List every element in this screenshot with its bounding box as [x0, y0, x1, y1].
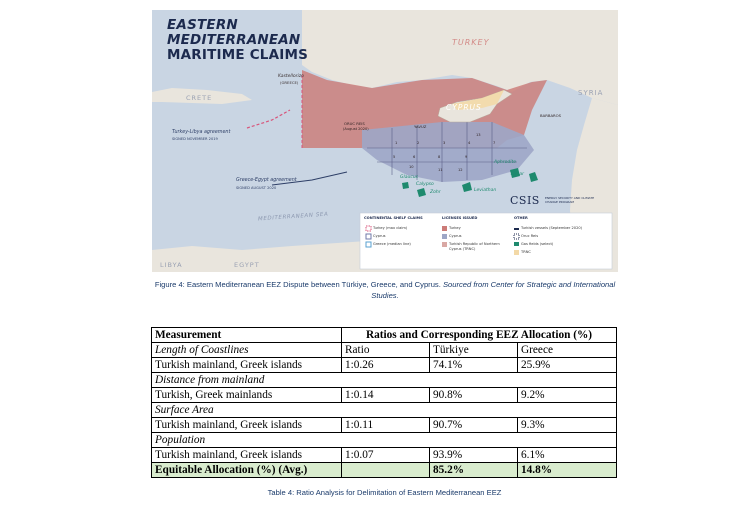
- label-barbaros: BARBAROS: [540, 113, 562, 118]
- ratio-cell: 1:0.11: [342, 418, 430, 433]
- label-calypso: Calypso: [416, 182, 434, 187]
- csis-logo-sub: ENERGY SECURITY AND CLIMATE CHANGE PROGRAM: [545, 196, 595, 204]
- subheader-ratio: Ratio: [342, 343, 430, 358]
- table-row: [152, 433, 617, 448]
- greece-cell: 25.9%: [518, 358, 617, 373]
- block-number: 7: [493, 141, 496, 145]
- ratio-cell: 1:0.14: [342, 388, 430, 403]
- label-oruc-sub: (August 2020): [343, 127, 369, 131]
- ratio-analysis-table: [151, 327, 617, 478]
- table-caption: Table 4: Ratio Analysis for Delimitation of Eastern Mediterranean EEZ: [267, 488, 502, 497]
- legend-col3-item: Oruc Reis: [521, 234, 539, 238]
- legend-col3-title: OTHER: [514, 216, 528, 220]
- turkiye-cell: 90.7%: [430, 418, 518, 433]
- map-title-line-3: MARITIME CLAIMS: [167, 47, 309, 63]
- ratio-cell: 1:0.07: [342, 448, 430, 463]
- legend-col2-item: Cyprus: [449, 234, 462, 238]
- label-kastellorizo-sub: (GREECE): [280, 80, 299, 85]
- label-yavuz: YAVUZ: [414, 124, 427, 129]
- table-row: [152, 448, 617, 463]
- measurement-label: Turkish mainland, Greek islands: [152, 418, 342, 433]
- block-number: 6: [413, 155, 416, 159]
- greece-cell: 9.3%: [518, 418, 617, 433]
- block-number: 11: [438, 168, 443, 172]
- legend-col3-item: Gas fields (select): [521, 242, 554, 246]
- table-header-row: [152, 328, 617, 343]
- legend-col3-item: Turkish vessels (September 2020): [521, 226, 583, 230]
- label-libya: LIBYA: [160, 261, 183, 269]
- header-group: Ratios and Corresponding EEZ Allocation (%): [342, 328, 617, 343]
- subheader-greece: Greece: [518, 343, 617, 358]
- summary-greece: 14.8%: [518, 463, 617, 478]
- map-title-line-1: EASTERN: [167, 17, 238, 33]
- block-number: 4: [468, 141, 471, 145]
- header-measurement: Measurement: [152, 328, 342, 343]
- figure-caption: [152, 279, 618, 301]
- table-row: [152, 418, 617, 433]
- table-row: [152, 403, 617, 418]
- category-cell: Surface Area: [152, 403, 617, 418]
- block-number: 2: [417, 141, 420, 145]
- legend-col1-item: Greece (median line): [373, 242, 411, 246]
- figure-caption-source: Sourced from Center for Strategic and International Studies.: [371, 280, 616, 300]
- label-crete: CRETE: [186, 94, 213, 102]
- legend-col3-item: TRNC: [521, 250, 531, 254]
- turkiye-cell: 90.8%: [430, 388, 518, 403]
- greece-cell: 9.2%: [518, 388, 617, 403]
- block-number: 8: [438, 155, 441, 159]
- label-oruc: ORUC REIS: [344, 121, 365, 126]
- measurement-label: Turkish mainland, Greek islands: [152, 358, 342, 373]
- label-tl-signed: SIGNED NOVEMBER 2019: [172, 137, 218, 141]
- measurement-label: Turkish, Greek mainlands: [152, 388, 342, 403]
- ratio-cell: 1:0.26: [342, 358, 430, 373]
- turkiye-cell: 74.1%: [430, 358, 518, 373]
- block-number: 5: [393, 155, 396, 159]
- legend-col1-item: Turkey (max claim): [373, 226, 408, 230]
- category-cell: Length of Coastlines: [152, 343, 342, 358]
- map-legend-box: [360, 213, 612, 269]
- greece-cell: 6.1%: [518, 448, 617, 463]
- label-tl-agreement: Turkey-Libya agreement: [172, 130, 231, 135]
- summary-row: [152, 463, 617, 478]
- category-cell: Distance from mainland: [152, 373, 617, 388]
- figure-caption-main: Figure 4: Eastern Mediterranean EEZ Dispute between Türkiye, Greece, and Cyprus.: [154, 280, 441, 289]
- turkiye-cell: 93.9%: [430, 448, 518, 463]
- legend-col2-item: Turkish Republic of Northern Cyprus (TRNC): [449, 242, 500, 251]
- summary-turkiye: 85.2%: [430, 463, 518, 478]
- label-ge-signed: SIGNED AUGUST 2020: [236, 186, 277, 190]
- block-number: 1: [395, 141, 398, 145]
- label-syria: SYRIA: [578, 89, 604, 97]
- label-tamar: Tamar: [510, 172, 525, 177]
- label-aphrodite: Aphrodite: [494, 160, 517, 165]
- label-ge-agreement: Greece-Egypt agreement: [236, 178, 297, 183]
- legend-col2-title: LICENSES ISSUED: [442, 216, 478, 220]
- category-cell: Population: [152, 433, 617, 448]
- label-cyprus: CYPRUS: [446, 103, 482, 112]
- label-glaucus: Glaucus: [400, 175, 419, 180]
- subheader-turkiye: Türkiye: [430, 343, 518, 358]
- label-turkey: TURKEY: [452, 38, 490, 47]
- legend-col1-title: CONTINENTAL SHELF CLAIMS: [364, 216, 423, 220]
- table-row: [152, 358, 617, 373]
- label-egypt: EGYPT: [234, 261, 260, 269]
- label-med-sea: MEDITERRANEAN SEA: [257, 211, 329, 223]
- summary-label: Equitable Allocation (%) (Avg.): [152, 463, 342, 478]
- table-row: [152, 388, 617, 403]
- block-number: 9: [465, 155, 468, 159]
- table-row: [152, 373, 617, 388]
- csis-logo: CSIS: [510, 194, 540, 207]
- summary-ratio-cell: [342, 463, 430, 478]
- legend-col1-item: Cyprus: [373, 234, 386, 238]
- block-number: 12: [458, 168, 463, 172]
- label-zohr: Zohr: [430, 190, 441, 195]
- label-kastellorizo: Kastellorizo: [278, 74, 304, 79]
- label-leviathan: Leviathan: [474, 188, 497, 193]
- block-number: 13: [476, 133, 481, 137]
- block-number: 10: [409, 165, 414, 169]
- measurement-label: Turkish mainland, Greek islands: [152, 448, 342, 463]
- map-title-line-2: MEDITERRANEAN: [167, 32, 301, 48]
- block-number: 3: [443, 141, 446, 145]
- map-title: [167, 18, 308, 63]
- table-row: [152, 343, 617, 358]
- legend-col2-item: Turkey: [449, 226, 461, 230]
